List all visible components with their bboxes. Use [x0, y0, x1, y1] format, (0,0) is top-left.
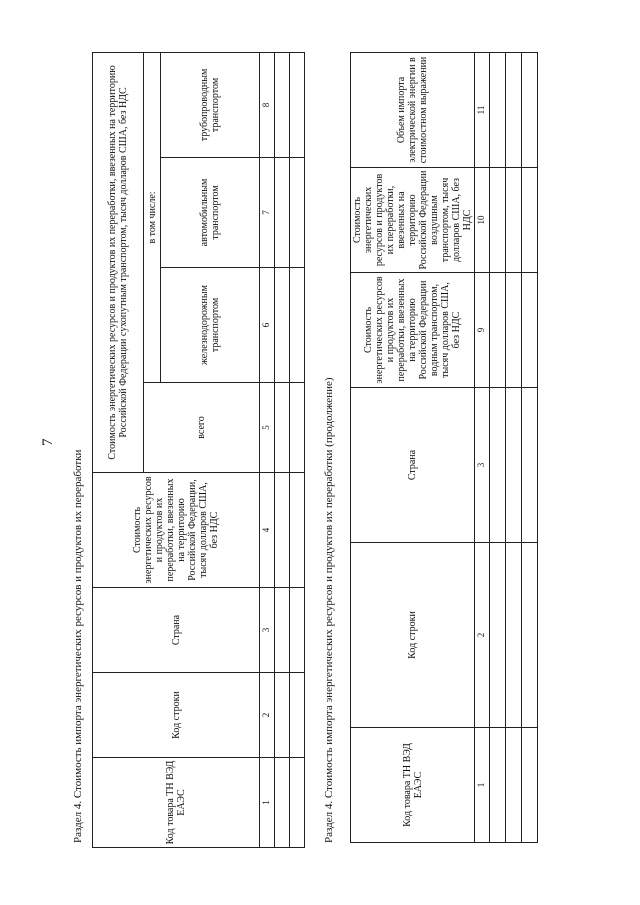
header-water: Стоимость энергетических ресурсов и продуктов их переработки, ввезенных на территорию Российской Федерации водным транспортом, тысяч долларов США, без НДС	[351, 273, 475, 388]
column-number: 11	[475, 53, 490, 168]
header-code-tnved: Код товара ТН ВЭД ЕАЭС	[351, 728, 475, 843]
column-number: 1	[475, 728, 490, 843]
column-number: 5	[260, 383, 275, 473]
header-row-code: Код строки	[93, 673, 260, 758]
column-number: 4	[260, 473, 275, 588]
header-pipeline: трубопроводным транспортом	[161, 52, 260, 157]
header-code-tnved: Код товара ТН ВЭД ЕАЭС	[93, 758, 260, 848]
column-number: 1	[260, 758, 275, 848]
header-electricity: Объем импорта электрической энергии в стоимостном выражении	[351, 53, 475, 168]
header-air: Стоимость энергетических ресурсов и продуктов их переработки, ввезенных на территорию Российской Федерации воздушным транспортом, тысяч долларов США, без НДС	[351, 168, 475, 273]
column-number: 2	[260, 673, 275, 758]
landscape-content	[62, 48, 487, 848]
header-country: Страна	[351, 388, 475, 543]
section2-title: Раздел 4. Стоимость импорта энергетических ресурсов и продуктов их переработки (продолжение)	[323, 377, 335, 843]
page-number: 7	[40, 438, 56, 446]
header-rail: железнодорожным транспортом	[161, 268, 260, 383]
header-including: в том числе:	[144, 52, 161, 382]
table-row	[522, 53, 538, 843]
column-number: 2	[475, 543, 490, 728]
column-number: 3	[475, 388, 490, 543]
column-number: 6	[260, 268, 275, 383]
header-country: Страна	[93, 588, 260, 673]
section1-title: Раздел 4. Стоимость импорта энергетических ресурсов и продуктов их переработки	[72, 449, 84, 843]
section1-table	[92, 52, 305, 848]
column-number: 10	[475, 168, 490, 273]
table-row	[506, 53, 522, 843]
column-number: 3	[260, 588, 275, 673]
section2-table	[350, 52, 538, 843]
column-number: 9	[475, 273, 490, 388]
table-row	[290, 52, 305, 847]
table-row	[490, 53, 506, 843]
header-row-code: Код строки	[351, 543, 475, 728]
header-cost-total: Стоимость энергетических ресурсов и продуктов их переработки, ввезенных на территорию Российской Федерации, тысяч долларов США, без НДС	[93, 473, 260, 588]
header-road: автомобильным транспортом	[161, 158, 260, 268]
column-number: 8	[260, 52, 275, 157]
column-number: 7	[260, 158, 275, 268]
header-total: всего	[144, 383, 260, 473]
header-land-group: Стоимость энергетических ресурсов и продуктов их переработки, ввезенных на территорию Российской Федерации сухопутным транспортом, тысяч долларов США, без НДС	[93, 52, 144, 472]
table-row	[275, 52, 290, 847]
